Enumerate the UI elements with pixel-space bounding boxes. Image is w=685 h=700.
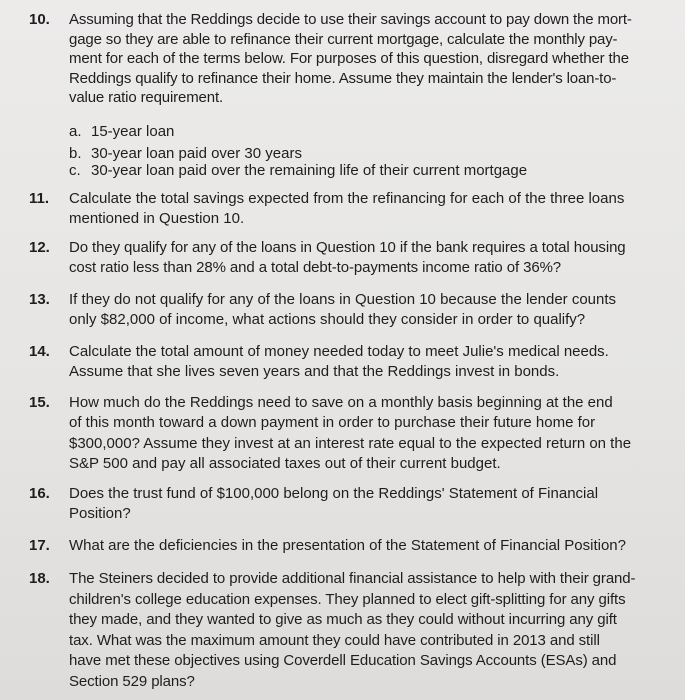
question-text [69,342,664,381]
subitem-text: 15-year loan [91,123,175,140]
text-line: cost ratio less than 28% and a total debt-to-payments income ratio of 36%? [69,258,562,276]
question-number: 11. [29,190,50,207]
text-line: Calculate the total amount of money needed today to meet Julie's medical needs. [69,343,609,360]
text-line: Assuming that the Reddings decide to use their savings account to pay down the mort- [69,11,632,28]
text-line: The Steiners decided to provide additional financial assistance to help with their grand- [69,570,636,587]
subitem-a [69,122,174,142]
text-line: value ratio requirement. [69,89,223,107]
question-text [69,238,664,277]
text-line: have met these objectives using Coverdell Education Savings Accounts (ESAs) and [69,652,617,670]
text-line: Position? [69,504,131,522]
question-text [69,536,664,556]
text-line: they made, and they wanted to give as much as they could without incurring any gift [69,611,617,629]
text-line: gage so they are able to refinance their current mortgage, calculate the monthly pay- [69,30,618,48]
text-line: How much do the Reddings need to save on a monthly basis beginning at the end [69,394,613,411]
text-line: Reddings qualify to refinance their home. Assume they maintain the lender's loan-to- [69,69,617,87]
question-number: 18. [29,570,50,587]
question-text [69,484,664,523]
text-line: ment for each of the terms below. For purposes of this question, disregard whether the [69,50,629,68]
subitem-text: 30-year loan paid over the remaining life of their current mortgage [91,162,528,179]
text-line: Assume that she lives seven years and that the Reddings invest in bonds. [69,362,560,380]
question-number: 14. [29,343,50,360]
text-line: $300,000? Assume they invest at an interest rate equal to the expected return on the [69,434,632,452]
question-number: 17. [29,537,50,554]
subitem-letter: c. [69,162,81,179]
question-number: 15. [29,394,50,411]
subitem-letter: b. [69,145,82,162]
subitem-text: 30-year loan paid over 30 years [91,145,302,162]
subitem-c [69,161,527,181]
question-number: 12. [29,239,50,256]
text-line: tax. What was the maximum amount they could have contributed in 2013 and still [69,631,600,649]
text-line: only $82,000 of income, what actions should they consider in order to qualify? [69,310,586,328]
question-text [69,189,664,228]
question-text [69,290,664,329]
text-line: S&P 500 and pay all associated taxes out of their current budget. [69,454,501,472]
subitem-letter: a. [69,123,82,140]
text-line: Section 529 plans? [69,672,195,690]
text-line: What are the deficiencies in the presentation of the Statement of Financial Position? [69,537,626,554]
text-line: Do they qualify for any of the loans in Question 10 if the bank requires a total housing [69,239,626,256]
question-number: 16. [29,485,50,502]
text-line: children's college education expenses. They planned to elect gift-splitting for any gifts [69,590,626,608]
question-number: 10. [29,11,50,28]
text-line: mentioned in Question 10. [69,209,245,227]
text-line: Calculate the total savings expected from the refinancing for each of the three loans [69,190,625,207]
text-line: of this month toward a down payment in order to purchase their future home for [69,414,596,432]
question-text [69,10,664,108]
question-number: 13. [29,291,50,308]
question-text [69,393,664,474]
text-line: Does the trust fund of $100,000 belong on the Reddings' Statement of Financial [69,485,599,502]
question-text [69,569,664,693]
text-line: If they do not qualify for any of the loans in Question 10 because the lender counts [69,291,617,308]
